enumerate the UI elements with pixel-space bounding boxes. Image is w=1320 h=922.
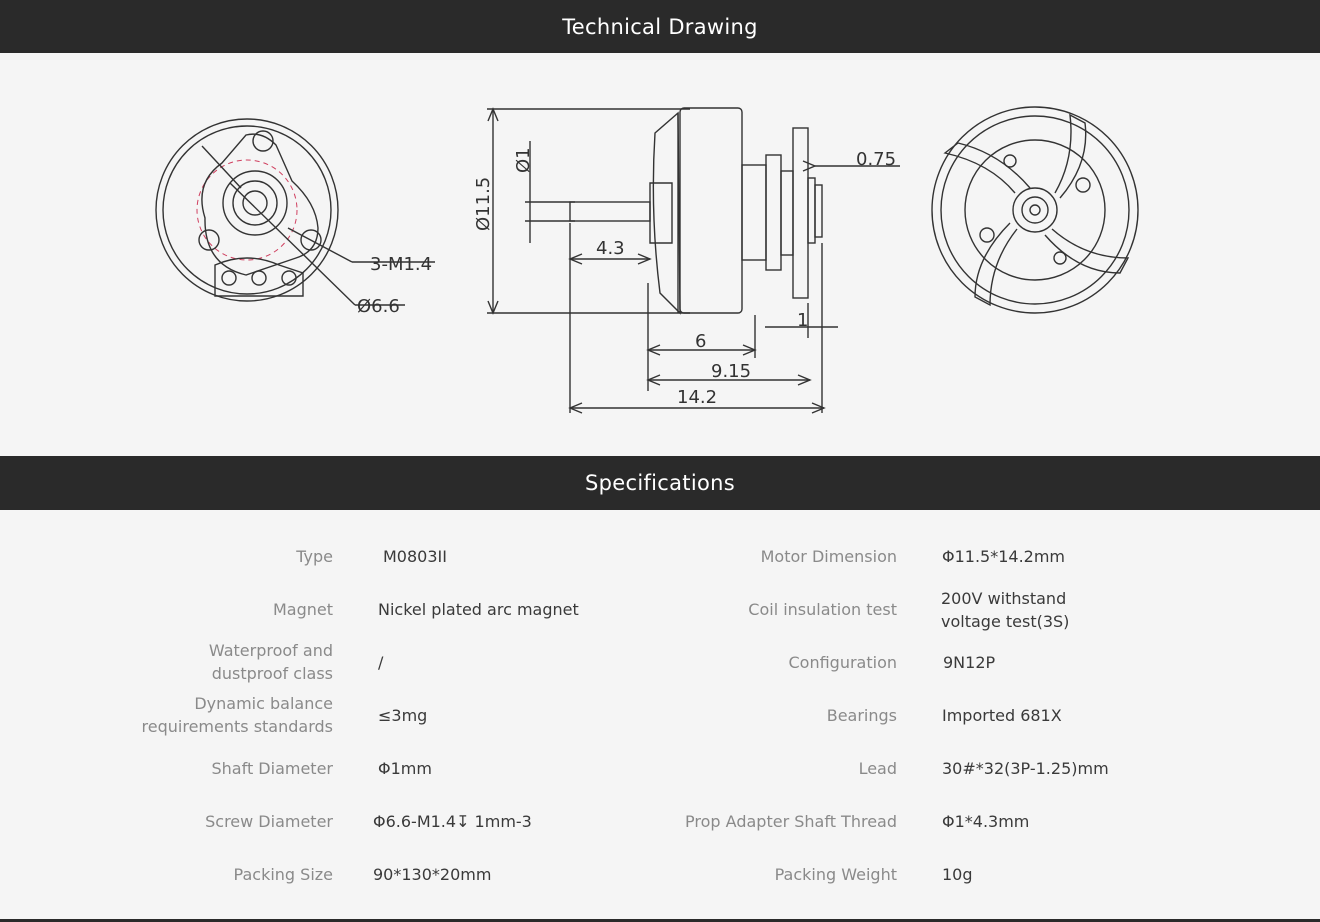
dim-motor-diameter-label: Ø11.5 bbox=[473, 176, 494, 231]
technical-drawing-title: Technical Drawing bbox=[562, 14, 758, 39]
spec-value-line: voltage test(3S) bbox=[941, 612, 1070, 631]
spec-value: Imported 681X bbox=[942, 706, 1062, 725]
spec-label: Screw Diameter bbox=[205, 812, 333, 831]
spec-label: Packing Size bbox=[233, 865, 333, 884]
spec-label: Lead bbox=[858, 759, 897, 778]
spec-value: Φ6.6-M1.4↧ 1mm-3 bbox=[373, 812, 532, 831]
dim-total-length-label: 14.2 bbox=[677, 387, 718, 408]
spec-label-line: Waterproof and bbox=[208, 641, 333, 660]
spec-value: Nickel plated arc magnet bbox=[378, 600, 579, 619]
spec-value: M0803II bbox=[383, 547, 447, 566]
spec-value bbox=[941, 587, 1241, 633]
spec-value: / bbox=[378, 653, 384, 672]
spec-value: Φ11.5*14.2mm bbox=[942, 547, 1066, 566]
motor-side-view bbox=[487, 108, 900, 413]
spec-value: 30#*32(3P-1.25)mm bbox=[942, 759, 1109, 778]
dim-mount-circle-label: Ø6.6 bbox=[357, 296, 400, 317]
dim-six-label: 6 bbox=[695, 331, 707, 352]
spec-label bbox=[33, 639, 333, 685]
technical-drawing-svg bbox=[0, 53, 1320, 456]
motor-bottom-view bbox=[156, 119, 435, 305]
spec-label-line: Dynamic balance bbox=[194, 694, 333, 713]
spec-value: Φ1*4.3mm bbox=[942, 812, 1030, 831]
spec-label: Prop Adapter Shaft Thread bbox=[685, 812, 897, 831]
spec-label: Type bbox=[296, 547, 333, 566]
dim-one-label: 1 bbox=[797, 310, 809, 331]
technical-drawing bbox=[0, 53, 1320, 456]
spec-value: 90*130*20mm bbox=[373, 865, 492, 884]
spec-label: Motor Dimension bbox=[760, 547, 897, 566]
specifications-title: Specifications bbox=[585, 471, 735, 495]
motor-top-view bbox=[932, 107, 1138, 313]
spec-value: Φ1mm bbox=[378, 759, 432, 778]
spec-label: Configuration bbox=[788, 653, 897, 672]
dim-shaft-diameter-label: Ø1 bbox=[513, 147, 534, 173]
spec-label: Bearings bbox=[826, 706, 897, 725]
spec-value: ≤3mg bbox=[378, 706, 428, 725]
spec-value-line: 200V withstand bbox=[941, 589, 1067, 608]
dim-plate-thickness-label: 0.75 bbox=[856, 149, 897, 170]
dim-shaft-length-label: 4.3 bbox=[596, 238, 625, 259]
dim-screw-label: 3-M1.4 bbox=[370, 254, 433, 275]
dim-nine-label: 9.15 bbox=[711, 361, 752, 382]
spec-label bbox=[33, 692, 333, 738]
spec-label: Packing Weight bbox=[774, 865, 897, 884]
spec-label: Coil insulation test bbox=[748, 600, 897, 619]
spec-value: 10g bbox=[942, 865, 973, 884]
spec-label-line: requirements standards bbox=[141, 717, 333, 736]
specifications-header bbox=[0, 456, 1320, 510]
spec-label-line: dustproof class bbox=[211, 664, 333, 683]
spec-label: Magnet bbox=[272, 600, 333, 619]
spec-value: 9N12P bbox=[943, 653, 996, 672]
spec-label: Shaft Diameter bbox=[211, 759, 333, 778]
technical-drawing-header bbox=[0, 0, 1320, 53]
